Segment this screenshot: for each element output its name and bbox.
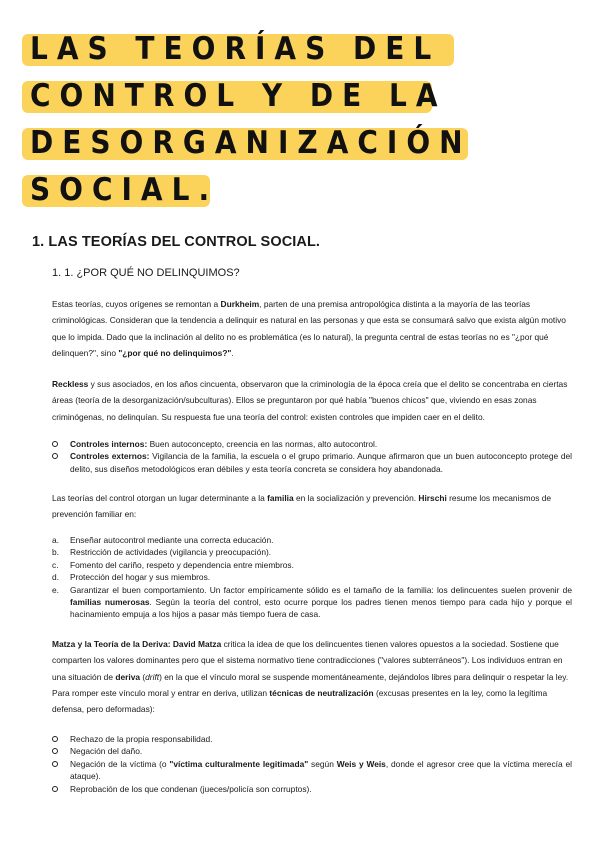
paragraph-reckless — [52, 376, 572, 425]
bold-run: familia — [267, 493, 294, 503]
title-line-text: LAS TEORÍAS DEL — [30, 30, 441, 67]
list-item — [52, 559, 572, 571]
circle-bullet-icon — [52, 736, 58, 742]
text-run: (excusas presentes en la ley, como la legítima defensa, pero deformadas): — [52, 687, 548, 715]
circle-bullet-icon — [52, 786, 58, 792]
text-run: Enseñar autocontrol mediante una correcta educación. — [70, 535, 274, 545]
list-marker: a. — [52, 535, 59, 545]
text-run: critica la idea de que los delincuentes tienen valores opuestos a la sociedad. Sostiene que comparten los valores dominantes pero que el sistema normativo tiene contradicciones ("valores subterráneos"). Los individuos entran en una situación de — [52, 639, 563, 682]
text-run: , donde el agresor cree que la víctima merecía el ataque). — [70, 758, 572, 782]
text-run: Vigilancia de la familia, la escuela o el grupo primario. Aunque afirmaron que un buen autoconcepto protege del delito, sus diseños metodológicos eran débiles y esta teoría concreta se considera hoy abandonada. — [70, 451, 572, 474]
section-heading: 1. LAS TEORÍAS DEL CONTROL SOCIAL. — [32, 234, 321, 250]
paragraph-hirschi — [52, 490, 572, 523]
list-item — [52, 571, 572, 583]
text-run: Las teorías del control otorgan un lugar determinante a la — [52, 493, 268, 503]
text-run: , parten de una premisa antropológica distinta a la mayoría de las teorías criminológicas. Consideran que la tendencia a delinquir es natural en las personas y que esta se consumará salvo que exista algún motivo que lo impida. Dado que la inclinación al delito no es problemática (es lo natural), la pregunta central de estas teorías no es "¿por qué delinquen?", sino — [52, 299, 566, 358]
text-run: Reprobación de los que condenan (jueces/policía son corruptos). — [70, 783, 312, 794]
list-item — [52, 546, 572, 558]
bold-run: Controles internos: — [70, 439, 148, 449]
text-run: y sus asociados, en los años cincuenta, observaron que la criminología de la época creía que el delito se concentraba en ciertas áreas (teoría de la desorganización/subculturas). Ellos se preguntaron por qué había "buenos chicos" que, viviendo en esas zonas criminógenas, no delinquían. Su respuesta fue una teoría del control: existen controles que impiden caer en el delito. — [52, 379, 568, 422]
bold-run: familias numerosas — [70, 597, 150, 608]
text-run: según — [308, 758, 337, 769]
list-marker: d. — [52, 572, 59, 583]
controls-list — [52, 438, 572, 475]
neutralization-list — [52, 733, 572, 795]
bold-run: Weis y Weis — [336, 758, 386, 769]
title-line-text: SOCIAL. — [30, 171, 219, 208]
text-run: ( — [140, 671, 146, 682]
hirschi-list — [52, 534, 572, 621]
circle-bullet-icon — [52, 761, 58, 767]
bold-run: técnicas de neutralización — [269, 687, 374, 698]
title-line — [22, 77, 492, 113]
list-item — [52, 450, 572, 475]
text-run: resume los mecanismos de prevención familiar en: — [52, 493, 552, 520]
bold-run: Hirschi — [418, 493, 447, 503]
list-item — [52, 783, 572, 795]
text-run: Buen autoconcepto, creencia en las normas, alto autocontrol. — [147, 439, 378, 449]
text-run: Protección del hogar y sus miembros. — [70, 572, 211, 583]
title-line — [22, 171, 492, 207]
bold-run: Durkheim — [220, 299, 260, 309]
list-item — [52, 584, 572, 621]
bold-run: Reckless — [52, 379, 89, 389]
subsection-heading: 1. 1. ¿POR QUÉ NO DELINQUIMOS? — [52, 267, 240, 279]
list-item — [52, 733, 572, 745]
bold-run: Controles externos: — [70, 451, 150, 462]
text-run: Garantizar el buen comportamiento. Un factor empíricamente sólido es el tamaño de la familia: los delincuentes suelen provenir de — [70, 584, 572, 595]
title-line-text: DESORGANIZACIÓN — [30, 124, 472, 161]
paragraph-matza — [52, 636, 572, 717]
text-run: Negación de la víctima (o — [70, 758, 170, 769]
list-item — [52, 745, 572, 757]
circle-bullet-icon — [52, 748, 58, 754]
text-run: . — [231, 347, 234, 358]
document-title — [22, 30, 492, 218]
text-run: ) en la que el vínculo moral se suspende momentáneamente, dejándolos libres para delinquir o respetar la ley. Para romper este vínculo moral y entrar en deriva, utilizan — [52, 671, 569, 698]
text-run: en la socialización y prevención. — [293, 493, 419, 503]
title-line — [22, 124, 492, 160]
list-marker: c. — [52, 559, 59, 570]
bold-run: "víctima culturalmente legitimada" — [169, 758, 309, 769]
paragraph-durkheim — [52, 296, 572, 361]
list-item — [52, 758, 572, 783]
list-marker: b. — [52, 547, 59, 558]
text-run: Fomento del cariño, respeto y dependencia entre miembros. — [70, 559, 294, 570]
bold-run: deriva — [115, 671, 141, 682]
bold-run: "¿por qué no delinquimos?" — [118, 347, 232, 358]
title-line-text: CONTROL Y DE LA — [30, 77, 447, 114]
bold-run: Matza y la Teoría de la Deriva: David Matza — [52, 639, 222, 649]
list-marker: e. — [52, 584, 59, 595]
circle-bullet-icon — [52, 453, 58, 459]
title-line — [22, 30, 492, 66]
text-run: Restricción de actividades (vigilancia y preocupación). — [70, 547, 272, 558]
list-item — [52, 534, 572, 546]
text-run: Estas teorías, cuyos orígenes se remontan a — [52, 299, 221, 309]
text-run: Rechazo de la propia responsabilidad. — [70, 734, 213, 744]
text-run: Negación del daño. — [70, 746, 143, 757]
text-run: . Según la teoría del control, esto ocurre porque los padres tienen menos tiempo para cada hijo y porque el hacinamiento empuja a los hijos a pasar más tiempo fuera de casa. — [70, 597, 572, 620]
italic-run: drift — [145, 671, 160, 682]
list-item — [52, 438, 572, 450]
circle-bullet-icon — [52, 441, 58, 447]
